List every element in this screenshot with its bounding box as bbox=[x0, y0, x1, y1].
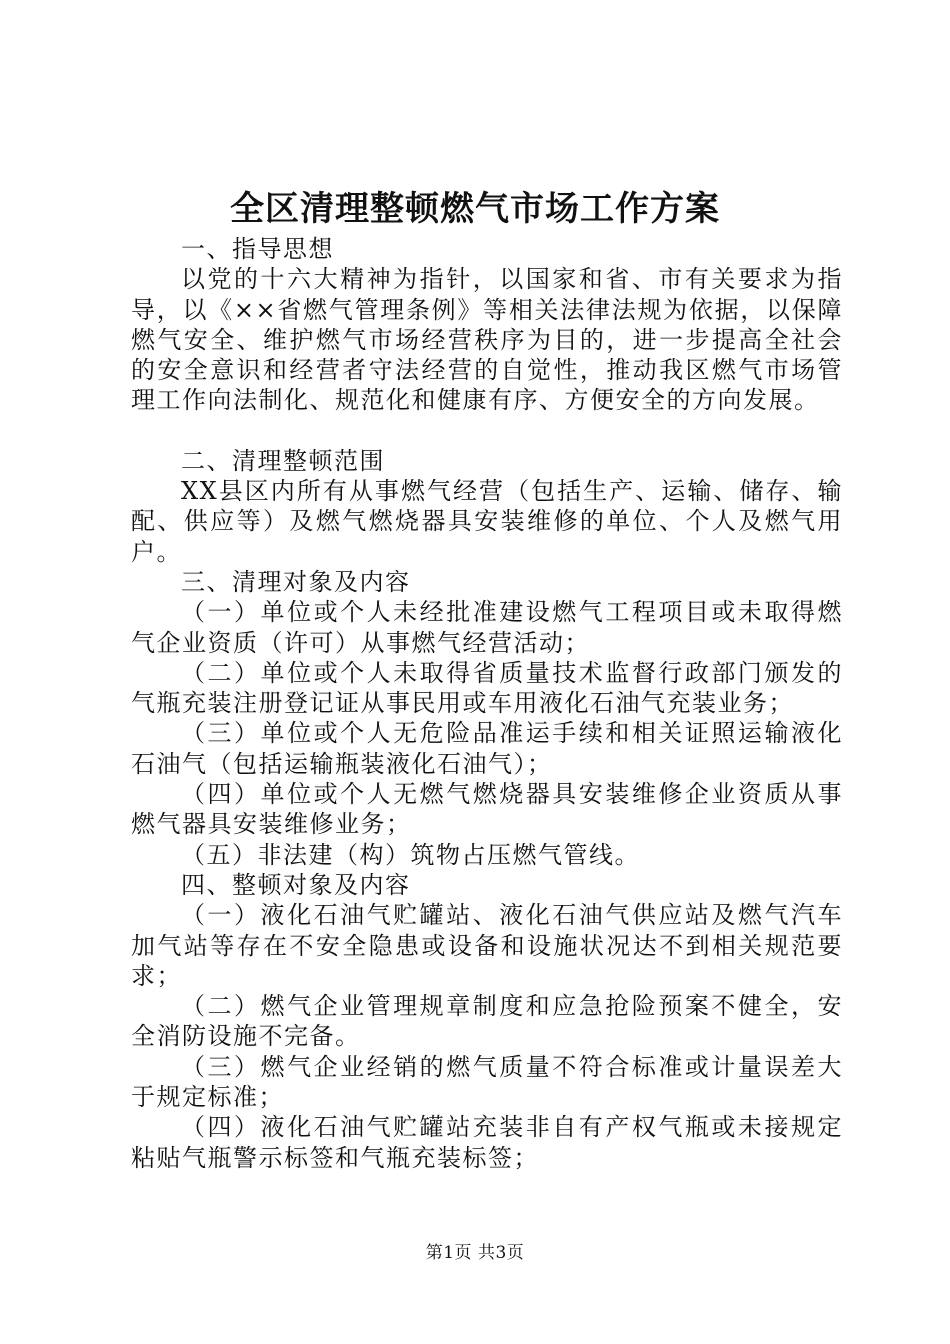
document-body bbox=[131, 234, 843, 1173]
paragraph-guiding-thought: 以党的十六大精神为指针，以国家和省、市有关要求为指导，以《××省燃气管理条例》等相关法律法规为依据，以保障燃气安全、维护燃气市场经营秩序为目的，进一步提高全社会的安全意识和经营者守法经营的自觉性，推动我区燃气市场管理工作向法制化、规范化和健康有序、方便安全的方向发展。 bbox=[131, 265, 843, 415]
clean-item-3: （三）单位或个人无危险品准运手续和相关证照运输液化石油气（包括运输瓶装液化石油气）； bbox=[131, 719, 843, 778]
section-heading-1: 一、指导思想 bbox=[181, 235, 334, 263]
rectify-item-2: （二）燃气企业管理规章制度和应急抢险预案不健全，安全消防设施不完备。 bbox=[131, 992, 843, 1051]
rectify-item-4: （四）液化石油气贮罐站充装非自有产权气瓶或未接规定粘贴气瓶警示标签和气瓶充装标签； bbox=[131, 1113, 843, 1172]
clean-item-5: （五）非法建（构）筑物占压燃气管线。 bbox=[181, 840, 640, 869]
clean-item-1: （一）单位或个人未经批准建设燃气工程项目或未取得燃气企业资质（许可）从事燃气经营活动； bbox=[131, 598, 843, 657]
clean-item-2: （二）单位或个人未取得省质量技术监督行政部门颁发的气瓶充装注册登记证从事民用或车用液化石油气充装业务； bbox=[131, 658, 843, 718]
rectify-item-1: （一）液化石油气贮罐站、液化石油气供应站及燃气汽车加气站等存在不安全隐患或设备和设施状况达不到相关规范要求； bbox=[131, 901, 843, 990]
section-heading-2: 二、清理整顿范围 bbox=[181, 446, 385, 475]
document-title: 全区清理整顿燃气市场工作方案 bbox=[230, 189, 720, 229]
page-footer: 第1页 共3页 bbox=[425, 1243, 525, 1263]
paragraph-scope: XX县区内所有从事燃气经营（包括生产、运输、储存、输配、供应等）及燃气燃烧器具安装维修的单位、个人及燃气用户。 bbox=[131, 477, 843, 566]
section-heading-3: 三、清理对象及内容 bbox=[181, 567, 411, 596]
rectify-item-3: （三）燃气企业经销的燃气质量不符合标准或计量误差大于规定标准； bbox=[131, 1052, 843, 1112]
clean-item-4: （四）单位或个人无燃气燃烧器具安装维修企业资质从事燃气器具安装维修业务； bbox=[131, 780, 843, 839]
section-heading-4: 四、整顿对象及内容 bbox=[181, 870, 411, 899]
